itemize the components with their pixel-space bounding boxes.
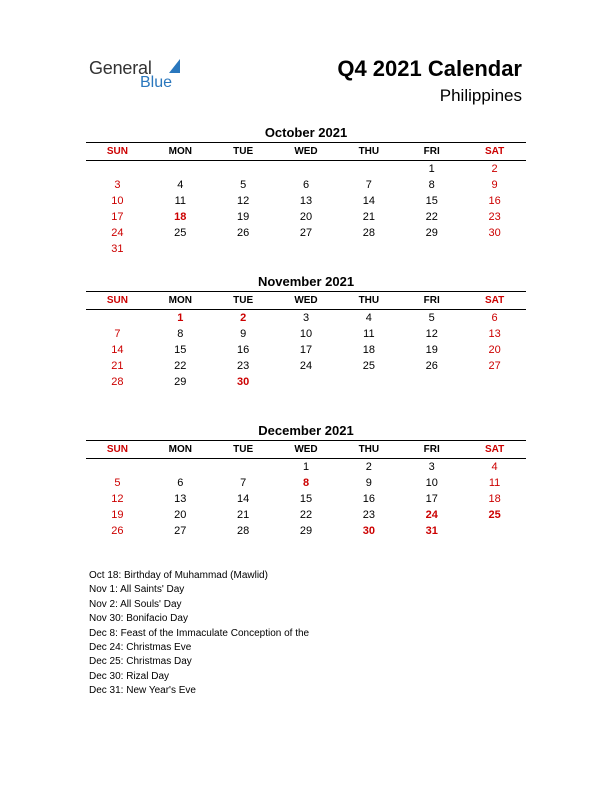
week-row xyxy=(86,225,526,241)
day-cell xyxy=(149,459,212,475)
weekday-header xyxy=(86,291,526,310)
day-cell: 16 xyxy=(488,195,501,207)
weekday-label: SUN xyxy=(106,146,128,157)
page-title: Q4 2021 Calendar xyxy=(337,56,522,81)
day-cell: 13 xyxy=(174,493,187,505)
week-row xyxy=(86,491,526,507)
week-row xyxy=(86,177,526,193)
day-cell xyxy=(212,241,275,257)
day-cell xyxy=(149,161,212,177)
month-calendar xyxy=(86,422,526,539)
weekday-label: THU xyxy=(358,444,380,455)
day-cell: 30 xyxy=(362,525,375,537)
day-cell: 19 xyxy=(111,509,124,521)
week-row xyxy=(86,310,526,326)
month-calendar xyxy=(86,124,526,257)
holiday-item: Nov 2: All Souls' Day xyxy=(89,598,182,610)
day-cell: 25 xyxy=(174,227,187,239)
weekday-header xyxy=(86,142,526,161)
day-cell: 10 xyxy=(425,477,438,489)
day-cell: 4 xyxy=(365,312,372,324)
day-cell xyxy=(400,241,463,257)
day-cell: 27 xyxy=(299,227,313,239)
weekday-label: SAT xyxy=(484,444,505,455)
month-calendar xyxy=(86,273,526,390)
day-cell: 20 xyxy=(174,509,187,521)
weekday-label: WED xyxy=(294,295,318,306)
day-cell: 13 xyxy=(299,195,313,207)
day-cell xyxy=(86,459,149,475)
weekday-label: TUE xyxy=(233,295,254,306)
day-cell xyxy=(275,374,338,390)
week-row xyxy=(86,326,526,342)
day-cell: 19 xyxy=(237,211,250,223)
day-cell: 24 xyxy=(425,509,438,521)
day-cell: 18 xyxy=(174,211,187,223)
day-cell: 7 xyxy=(114,328,121,340)
day-cell xyxy=(400,374,463,390)
day-cell: 12 xyxy=(237,195,250,207)
day-cell: 5 xyxy=(114,477,121,489)
week-row xyxy=(86,374,526,390)
day-cell: 8 xyxy=(428,179,435,191)
day-cell xyxy=(149,241,212,257)
day-cell: 22 xyxy=(174,360,187,372)
day-cell xyxy=(212,459,275,475)
holiday-item: Nov 30: Bonifacio Day xyxy=(89,613,188,625)
weekday-label: FRI xyxy=(423,146,440,157)
month-name: November 2021 xyxy=(257,274,355,289)
day-cell: 27 xyxy=(174,525,187,537)
weekday-label: MON xyxy=(168,444,192,455)
day-cell: 9 xyxy=(365,477,372,489)
day-cell: 19 xyxy=(425,344,438,356)
day-cell: 29 xyxy=(425,227,438,239)
day-cell: 15 xyxy=(174,344,187,356)
day-cell: 31 xyxy=(111,243,124,255)
day-cell: 14 xyxy=(237,493,250,505)
weekday-label: SAT xyxy=(484,146,505,157)
weekday-label: THU xyxy=(358,146,380,157)
day-cell xyxy=(337,241,400,257)
day-cell: 17 xyxy=(299,344,313,356)
day-cell: 4 xyxy=(491,461,498,473)
day-cell: 3 xyxy=(114,179,121,191)
day-cell xyxy=(86,161,149,177)
day-cell xyxy=(463,241,526,257)
month-name: October 2021 xyxy=(264,125,348,140)
day-cell: 23 xyxy=(488,211,501,223)
day-cell: 7 xyxy=(365,179,372,191)
day-cell xyxy=(337,374,400,390)
week-row xyxy=(86,475,526,491)
day-cell: 21 xyxy=(237,509,250,521)
weekday-label: SAT xyxy=(484,295,505,306)
day-cell: 2 xyxy=(491,163,498,175)
day-cell: 27 xyxy=(488,360,501,372)
country-subtitle: Philippines xyxy=(439,86,522,105)
weekday-label: FRI xyxy=(423,295,440,306)
week-row xyxy=(86,209,526,225)
day-cell: 2 xyxy=(240,312,247,324)
day-cell: 26 xyxy=(237,227,250,239)
day-cell: 22 xyxy=(299,509,313,521)
day-cell: 1 xyxy=(428,163,435,175)
day-cell: 28 xyxy=(362,227,375,239)
day-cell xyxy=(275,161,338,177)
holiday-item: Dec 30: Rizal Day xyxy=(89,670,170,682)
week-row xyxy=(86,523,526,539)
day-cell: 12 xyxy=(111,493,124,505)
day-cell xyxy=(337,161,400,177)
weekday-label: MON xyxy=(168,146,192,157)
day-cell: 13 xyxy=(488,328,501,340)
holiday-item: Nov 1: All Saints' Day xyxy=(89,584,185,596)
day-cell: 10 xyxy=(299,328,313,340)
day-cell: 20 xyxy=(488,344,501,356)
day-cell: 4 xyxy=(177,179,184,191)
day-cell: 22 xyxy=(425,211,438,223)
logo-triangle-icon xyxy=(169,59,180,73)
day-cell: 1 xyxy=(177,312,184,324)
day-cell: 5 xyxy=(428,312,435,324)
day-cell xyxy=(212,161,275,177)
day-cell: 23 xyxy=(362,509,375,521)
day-cell xyxy=(463,523,526,539)
week-row xyxy=(86,241,526,257)
day-cell: 10 xyxy=(111,195,124,207)
weekday-label: SUN xyxy=(106,444,128,455)
day-cell: 15 xyxy=(299,493,313,505)
day-cell: 9 xyxy=(491,179,498,191)
week-row xyxy=(86,507,526,523)
day-cell: 24 xyxy=(299,360,313,372)
day-cell: 25 xyxy=(362,360,375,372)
day-cell: 23 xyxy=(237,360,250,372)
weekday-label: SUN xyxy=(106,295,128,306)
day-cell: 8 xyxy=(302,477,310,489)
day-cell: 14 xyxy=(111,344,124,356)
week-row xyxy=(86,193,526,209)
day-cell: 6 xyxy=(177,477,184,489)
holiday-item: Dec 8: Feast of the Immaculate Conception of the xyxy=(89,627,310,639)
day-cell: 24 xyxy=(111,227,124,239)
day-cell: 16 xyxy=(237,344,250,356)
day-cell: 1 xyxy=(302,461,310,473)
month-name: December 2021 xyxy=(258,423,354,438)
holiday-item: Dec 25: Christmas Day xyxy=(89,656,192,668)
week-row xyxy=(86,459,526,475)
day-cell: 31 xyxy=(425,525,438,537)
day-cell: 3 xyxy=(428,461,435,473)
day-cell: 29 xyxy=(174,376,187,388)
day-cell: 16 xyxy=(362,493,375,505)
day-cell: 17 xyxy=(425,493,438,505)
day-cell: 3 xyxy=(302,312,310,324)
day-cell: 21 xyxy=(111,360,124,372)
day-cell xyxy=(86,310,149,326)
weekday-label: THU xyxy=(358,295,380,306)
day-cell: 21 xyxy=(362,211,375,223)
day-cell: 30 xyxy=(488,227,501,239)
holiday-item: Dec 31: New Year's Eve xyxy=(89,685,196,697)
weekday-header xyxy=(86,440,526,459)
holiday-item: Dec 24: Christmas Eve xyxy=(89,641,192,653)
generalblue-logo xyxy=(89,56,199,96)
week-row xyxy=(86,358,526,374)
day-cell: 8 xyxy=(177,328,184,340)
day-cell: 18 xyxy=(488,493,501,505)
week-row xyxy=(86,342,526,358)
holiday-item: Oct 18: Birthday of Muhammad (Mawlid) xyxy=(89,570,268,581)
day-cell: 6 xyxy=(302,179,310,191)
day-cell: 11 xyxy=(488,477,501,489)
day-cell: 26 xyxy=(111,525,124,537)
day-cell: 26 xyxy=(425,360,438,372)
day-cell: 17 xyxy=(111,211,124,223)
day-cell: 28 xyxy=(237,525,250,537)
weekday-label: MON xyxy=(168,295,192,306)
day-cell: 14 xyxy=(362,195,375,207)
day-cell: 9 xyxy=(240,328,247,340)
day-cell: 28 xyxy=(111,376,124,388)
logo-text-blue: Blue xyxy=(140,74,173,91)
weekday-label: FRI xyxy=(423,444,440,455)
logo-text-general: General xyxy=(89,58,152,78)
day-cell: 5 xyxy=(240,179,247,191)
weekday-label: WED xyxy=(294,444,318,455)
holiday-list xyxy=(89,569,309,699)
day-cell xyxy=(463,374,526,390)
day-cell: 18 xyxy=(362,344,375,356)
day-cell: 20 xyxy=(299,211,313,223)
day-cell: 11 xyxy=(174,195,186,207)
day-cell: 29 xyxy=(299,525,313,537)
weekday-label: TUE xyxy=(233,444,254,455)
weekday-label: TUE xyxy=(233,146,254,157)
day-cell: 7 xyxy=(240,477,247,489)
week-row xyxy=(86,161,526,177)
day-cell: 6 xyxy=(491,312,498,324)
day-cell: 25 xyxy=(488,509,501,521)
day-cell: 15 xyxy=(425,195,438,207)
day-cell: 2 xyxy=(365,461,372,473)
day-cell: 11 xyxy=(363,328,375,340)
day-cell: 30 xyxy=(237,376,250,388)
day-cell: 12 xyxy=(425,328,438,340)
weekday-label: WED xyxy=(294,146,318,157)
day-cell xyxy=(275,241,338,257)
